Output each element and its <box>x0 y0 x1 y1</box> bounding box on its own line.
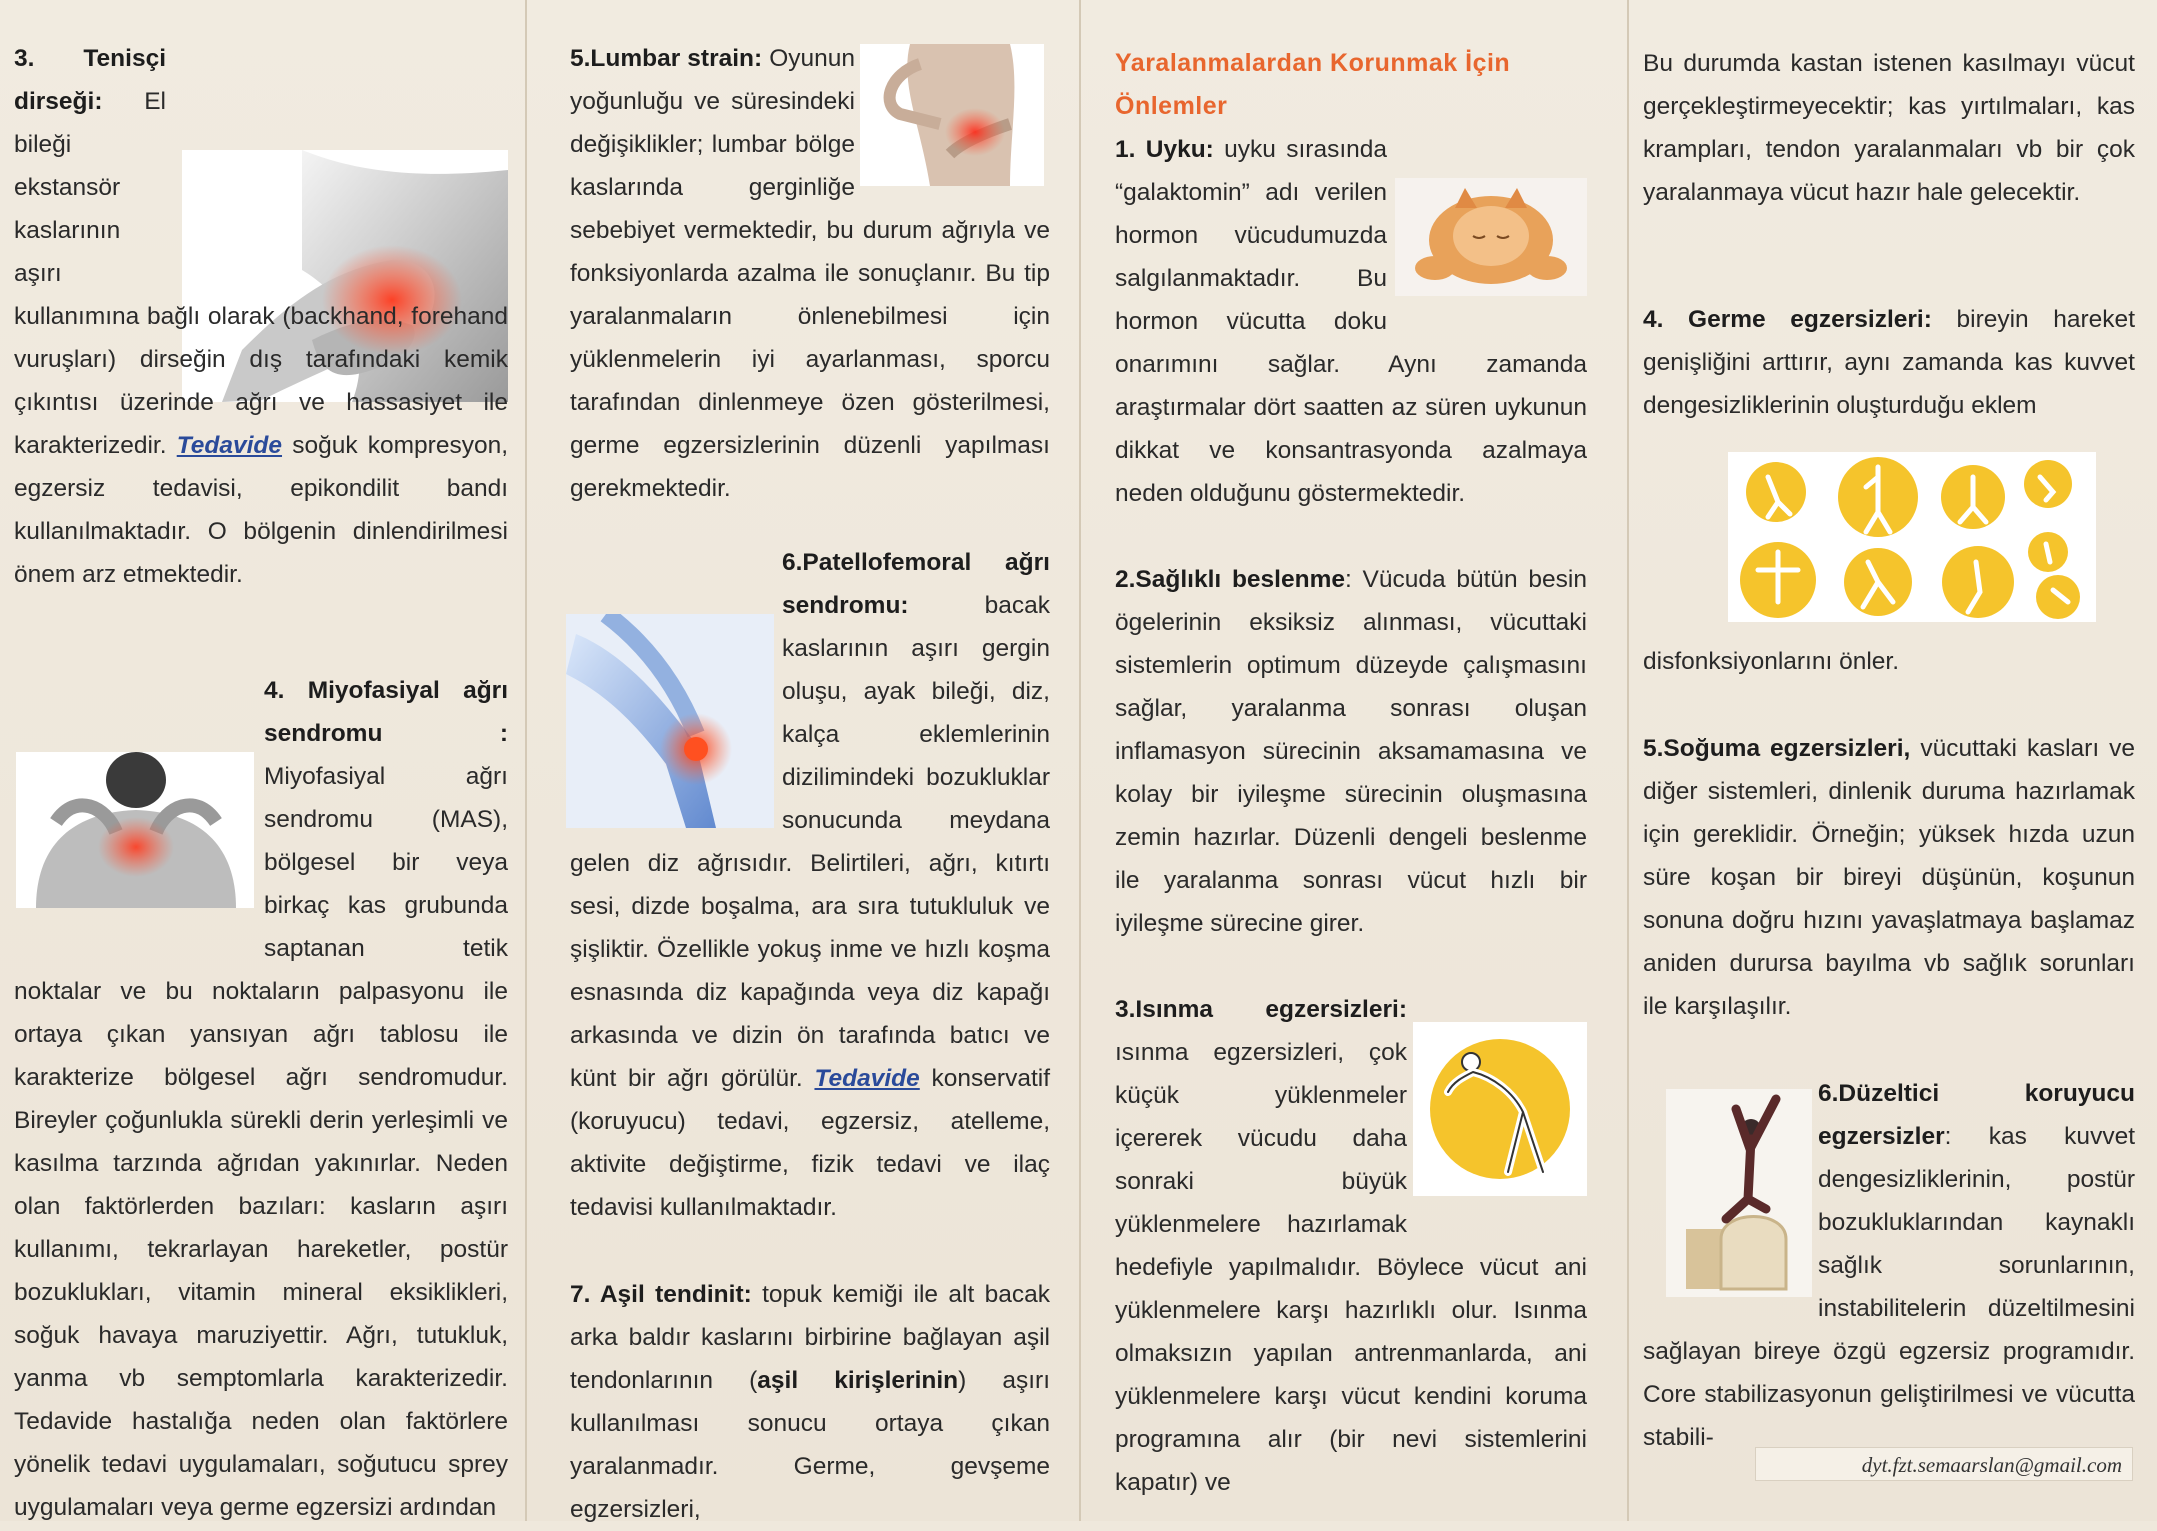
duzeltici-text: : kas kuvvet dengesizliklerinin, postür bozukluklarından kaynaklı sağlık sorunlarının, instabilitelerin düzeltilmesini sağlayan bireye özgü egzersiz programıdır. Core stabilizasyonun geliştirilmesi ve vücutta stabili- <box>1643 1123 2135 1451</box>
uyku-heading: 1. Uyku: <box>1115 136 1214 163</box>
wrap-spacer <box>166 37 508 295</box>
fold-line <box>1079 0 1081 1521</box>
wrap-spacer <box>1407 1031 1587 1209</box>
miyofasiyal-text: Miyofasiyal ağrı sendromu (MAS), bölgesel bir veya birkaç kas grubunda saptanan tetik noktalar ve bu noktaların palpasyonu ile ortaya çıkan yansıyan ağrı tablosu ile karakterize bölgesel ağrı sendromudur. Bireyler çoğunlukla sürekli derin yerleşimli ve kasılma tarzında ağrıdan yakınırlar. Neden olan faktörlerden bazıları: kasların aşırı kullanımı, tekrarlayan hareketler, postür bozuklukları, vitamin mineral eksiklikleri, soğuk havaya maruziyettir. Ağrı, tutukluk, yanma vb semptomlarla karakterizedir. Tedavide hastalığa neden olan faktörlere yönelik tedavi uygulamaları, soğutucu sprey uygulamaları veya germe egzersizi ardından <box>14 763 508 1521</box>
wrap-spacer <box>570 584 782 809</box>
patellofemoral-text-2: konservatif (koruyucu) tedavi, egzersiz, atelleme, aktivite değiştirme, fizik tedavi ve ilaç tedavisi kullanılmaktadır. <box>570 1065 1050 1221</box>
miyofasiyal-section <box>14 669 508 1529</box>
lumbar-heading: 5.Lumbar strain: <box>570 45 763 72</box>
fold-line <box>1627 0 1629 1521</box>
duzeltici-heading: 6.Düzeltici koruyucu egzersizler <box>1818 1080 2135 1150</box>
soguma-heading: 5.Soğuma egzersizleri, <box>1643 735 1911 762</box>
tenis-dirsegi-text-2: soğuk kompresyon, egzersiz tedavisi, epikondilit bandı kullanılmaktadır. O bölgenin dinlendirilmesi önem arz etmektedir. <box>14 432 509 588</box>
lumbar-text: Oyunun yoğunluğu ve süresindeki değişiklikler; lumbar bölge kaslarında gerginliğe sebebiyet vermektedir, bu durum ağrıyla ve fonksiyonlarda azalma ile sonuçlanır. Bu tip yaralanmaların önlenebilmesi için yüklenmelerin iyi ayarlanması, sporcu tarafından dinlenmeye özen gösterilmesi, germe egzersizlerinin düzenli yapılması gerekmektedir. <box>570 45 1050 502</box>
germe-text-2: disfonksiyonlarını önler. <box>1643 648 1900 675</box>
patellofemoral-heading: 6.Patellofemoral ağrı sendromu: <box>782 549 1050 619</box>
miyofasiyal-heading: 4. Miyofasiyal ağrı sendromu : <box>264 677 508 747</box>
tenis-dirsegi-heading: 3. Tenisçi dirseği: <box>14 45 166 115</box>
asil-text: topuk kemiği ile alt bacak arka baldır kaslarını birbirine bağlayan aşil tendonlarının ( <box>570 1281 1050 1394</box>
asil-text-2: ) aşırı kullanılması sonucu ortaya çıkan yaralanmadır. Germe, gevşeme egzersizleri, <box>570 1367 1050 1523</box>
uyku-section <box>1115 128 1587 515</box>
lumbar-strain-section <box>570 37 1050 510</box>
intro-section <box>1643 42 2135 214</box>
asil-tendinit-section <box>570 1273 1050 1531</box>
uyku-text: uyku sırasında “galaktomin” adı verilen hormon vücudumuzda salgılanmaktadır. Bu hormon vücutta doku onarımını sağlar. Aynı zamanda araştırmalar dört saatten az süren uykunun dikkat ve konsantrasyonda azalmaya neden olduğunu göstermektedir. <box>1115 136 1587 507</box>
wrap-spacer <box>855 37 1050 187</box>
tenis-dirsegi-section <box>14 37 508 596</box>
beslenme-text: : Vücuda bütün besin ögelerinin eksiksiz alınması, vücuttaki sistemlerin optimum düzeyde çalışmasını sağlar, yaralanma sonrası oluşan inflamasyon sürecinin aksamamasına ve kolay bir iyileşme sürecinin oluşmasına zemin hazırlar. Düzenli dengeli beslenme ile yaralanma sonrası vücut hızlı bir iyileşme sürecine girer. <box>1115 566 1587 937</box>
beslenme-heading: 2.Sağlıklı beslenme <box>1115 566 1345 593</box>
germe-text: bireyin hareket genişliğini arttırır, aynı zamanda kas kuvvet dengesizliklerinin oluşturduğu eklem <box>1643 306 2135 419</box>
prevention-title: Yaralanmalardan Korunmak İçin Önlemler <box>1115 49 1511 120</box>
email-address[interactable]: dyt.fzt.semaarslan@gmail.com <box>1755 1447 2133 1481</box>
wrap-spacer <box>1387 171 1587 301</box>
germe-section <box>1643 298 2135 427</box>
duzeltici-section <box>1643 1072 2135 1459</box>
tenis-dirsegi-text: El bileği ekstansör kaslarının aşırı kullanımına bağlı olarak (backhand, forehand vuruşları) dirseğin dış tarafındaki kemik çıkıntısı üzerinde ağrı ve hassasiyet ile karakterizedir. <box>14 88 508 459</box>
stretching-icons-image <box>1728 452 2096 622</box>
isinma-section <box>1115 988 1587 1504</box>
germe-heading: 4. Germe egzersizleri: <box>1643 306 1932 333</box>
asil-bold-term: aşil kirişlerinin <box>757 1367 959 1394</box>
isinma-heading: 3.Isınma egzersizleri: <box>1115 996 1407 1023</box>
soguma-text: vücuttaki kasları ve diğer sistemleri, dinlenik duruma hazırlamak için gereklidir. Örneğin; yüksek hızda uzun süre koşan bir bireyi düşünün, koşunun sonuna doğru hızını yavaşlatmaya başlamaz aniden durursa bayılma vb sağlık sorunları ile karşılaşılır. <box>1643 735 2135 1020</box>
pf-tedavide-link[interactable]: Tedavide <box>814 1065 920 1092</box>
germe-section-2 <box>1643 640 2135 683</box>
tenis-tedavide-link[interactable]: Tedavide <box>176 432 283 459</box>
wrap-spacer <box>1643 1072 1818 1292</box>
isinma-text: ısınma egzersizleri, çok küçük yüklenmeler içererek vücudu daha sonraki büyük yüklenmelere hazırlamak hedefiyle yapılmalıdır. Böylece vücut ani yüklenmelere karşı hazırlıklı olur. Isınma olmaksızın yapılan antrenmanlarda, ani yüklenmelere karşı vücut kendini koruma programına alır (bir nevi sistemlerini kapatır) ve <box>1115 1039 1587 1496</box>
beslenme-section <box>1115 558 1587 945</box>
intro-text: Bu durumda kastan istenen kasılmayı vücut gerçekleştirmeyecektir; kas yırtılmaları, kas krampları, tendon yaralanmaları vb bir çok yaralanmaya vücut hazır hale gelecektir. <box>1643 50 2135 206</box>
asil-heading: 7. Aşil tendinit: <box>570 1281 752 1308</box>
patellofemoral-text: bacak kaslarının aşırı gergin oluşu, ayak bileği, diz, kalça eklemlerinin dizilimindeki bozukluklar sonucunda meydana gelen diz ağrısıdır. Belirtileri, ağrı, kıtırtı sesi, dizde boşalma, ara sıra tutukluluk ve şişliktir. Özellikle yokuş inme ve hızlı koşma esnasında diz kapağında veya diz kapağı arkasında ve dizin ön tarafında batıcı ve künt bir ağrı görülür. <box>570 592 1050 1092</box>
soguma-section <box>1643 727 2135 1028</box>
wrap-spacer <box>14 712 264 952</box>
fold-line <box>525 0 527 1521</box>
patellofemoral-section <box>570 541 1050 1229</box>
